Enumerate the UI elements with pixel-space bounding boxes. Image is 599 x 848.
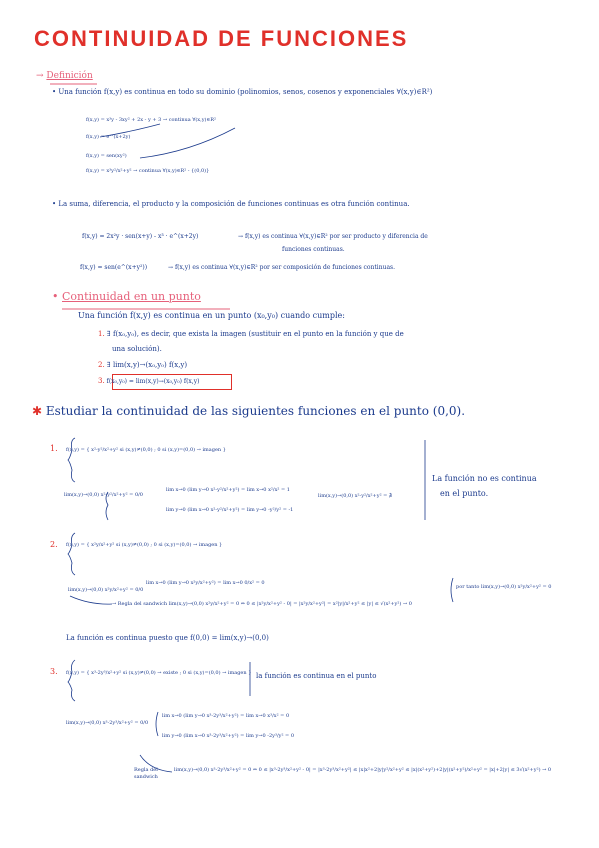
punto-condition-2: 2. ∃ lim(x,y)→(x₀,y₀) f(x,y) — [98, 361, 188, 369]
e3-iterated-1: lim x→0 (lim y→0 x³-2y³/x²+y²) = lim x→0 x³/x² = 0 — [162, 713, 290, 719]
definicion-example-1: f(x,y) = x³y - 3xy² + 2x - y + 3 → continua ∀(x,y)∈R² — [86, 117, 216, 123]
eq1-right: → f(x,y) es continua ∀(x,y)∈R² por ser producto y diferencia de — [238, 233, 428, 240]
e1-conclusion-2: en el punto. — [440, 489, 489, 498]
eq2-left: f(x,y) = sen(e^(x+y²)) — [80, 264, 148, 271]
definicion-example-4: f(x,y) = x³y²/x²+y² → continua ∀(x,y)∈R² - {(0,0)} — [86, 168, 210, 174]
punto-intro: Una función f(x,y) es continua en un punto (x₀,y₀) cuando cumple: — [78, 311, 345, 320]
ejercicio-heading: ✱ Estudiar la continuidad de las siguientes funciones en el punto (0,0). — [32, 404, 466, 418]
e2-iterated: lim x→0 (lim y→0 x²y/x²+y²) = lim x→0 0/x² = 0 — [146, 580, 265, 586]
e3-number: 3. — [50, 667, 58, 676]
punto-condition-1: 1. ∃ f(x₀,y₀), es decir, que exista la imagen (sustituir en el punto en la función y que de — [98, 330, 404, 338]
e2-conclusion: La función es continua puesto que f(0,0) = lim(x,y)→(0,0) — [66, 634, 269, 642]
e2-number: 2. — [50, 540, 58, 549]
e1-iterated-1: lim x→0 (lim y→0 x²-y²/x²+y²) = lim x→0 x²/x² = 1 — [166, 487, 290, 493]
e3-limit: lim(x,y)→(0,0) x³-2y³/x²+y² = 0/0 — [66, 720, 149, 726]
e3-definition: f(x,y) = { x³-2y³/x²+y² si (x,y)≠(0,0) → existe ; 0 si (x,y)=(0,0) → imagen } — [66, 670, 252, 676]
e3-sandwich: lim(x,y)→(0,0) x³-2y³/x²+y² = 0 ⇔ 0 ≤ |x³-2y³/x²+y² - 0| = |x³-2y³/x²+y²| ≤ |x|x²+2|y|y²/x²+y² ≤ |x|(x²+y²)+2|y|(x²+y²)/x²+y² = |x|+2|y| ≤ 3√(x²+y²) → 0 — [174, 767, 552, 773]
e1-definition: f(x,y) = { x²-y²/x²+y² si (x,y)≠(0,0) ; 0 si (x,y)=(0,0) → imagen } — [66, 447, 226, 453]
definicion-bullet-2: • La suma, diferencia, el producto y la composición de funciones continuas es otra función continua. — [52, 200, 410, 208]
definicion-heading: → Definición — [36, 71, 93, 81]
definicion-example-3: f(x,y) = sen(xy²) — [86, 153, 127, 159]
e1-conclusion-1: La función no es continua — [432, 474, 537, 483]
definicion-example-2: f(x,y) = e^(x+2y) — [86, 134, 131, 140]
punto-condition-1b: una solución). — [112, 345, 162, 353]
eq2-right: → f(x,y) es continua ∀(x,y)∈R² por ser composición de funciones continuas. — [168, 264, 396, 271]
e1-not-exists: lim(x,y)→(0,0) x²-y²/x²+y² = ∄ — [318, 493, 392, 499]
eq1-right-2: funciones continuas. — [282, 246, 345, 253]
punto-condition-3: 3. f(x₀,y₀) = lim(x,y)→(x₀,y₀) f(x,y) — [98, 377, 200, 385]
e3-conclusion: la función es continua en el punto — [256, 672, 377, 680]
punto-heading: • Continuidad en un punto — [52, 290, 201, 303]
e1-iterated-2: lim y→0 (lim x→0 x²-y²/x²+y²) = lim y→0 -y²/y² = -1 — [166, 507, 294, 513]
e3-sandwich-label: Regla del sandwich — [134, 767, 158, 780]
e2-sandwich: → Regla del sandwich lim(x,y)→(0,0) x²y/x²+y² = 0 ⇔ 0 ≤ |x²y/x²+y² - 0| = |x²y/x²+y²| = x²|y|/x²+y² ≤ |y| ≤ √(x²+y²) → 0 — [112, 601, 412, 607]
definicion-bullet-1: • Una función f(x,y) es continua en todo su dominio (polinomios, senos, cosenos y exponenciales ∀(x,y)∈R²) — [52, 88, 433, 96]
e2-por-tanto: por tanto lim(x,y)→(0,0) x²y/x²+y² = 0 — [456, 584, 552, 590]
e1-limit: lim(x,y)→(0,0) x²-y²/x²+y² = 0/0 — [64, 492, 143, 498]
e2-definition: f(x,y) = { x²y/x²+y² si (x,y)≠(0,0) ; 0 si (x,y)=(0,0) → imagen } — [66, 542, 223, 548]
page-title: CONTINUIDAD DE FUNCIONES — [34, 26, 409, 51]
eq1-left: f(x,y) = 2x²y · sen(x+y) - x³ · e^(x+2y) — [82, 233, 199, 240]
e3-iterated-2: lim y→0 (lim x→0 x³-2y³/x²+y²) = lim y→0 -2y³/y² = 0 — [162, 733, 295, 739]
e1-number: 1. — [50, 444, 58, 453]
e2-limit: lim(x,y)→(0,0) x²y/x²+y² = 0/0 — [68, 587, 144, 593]
